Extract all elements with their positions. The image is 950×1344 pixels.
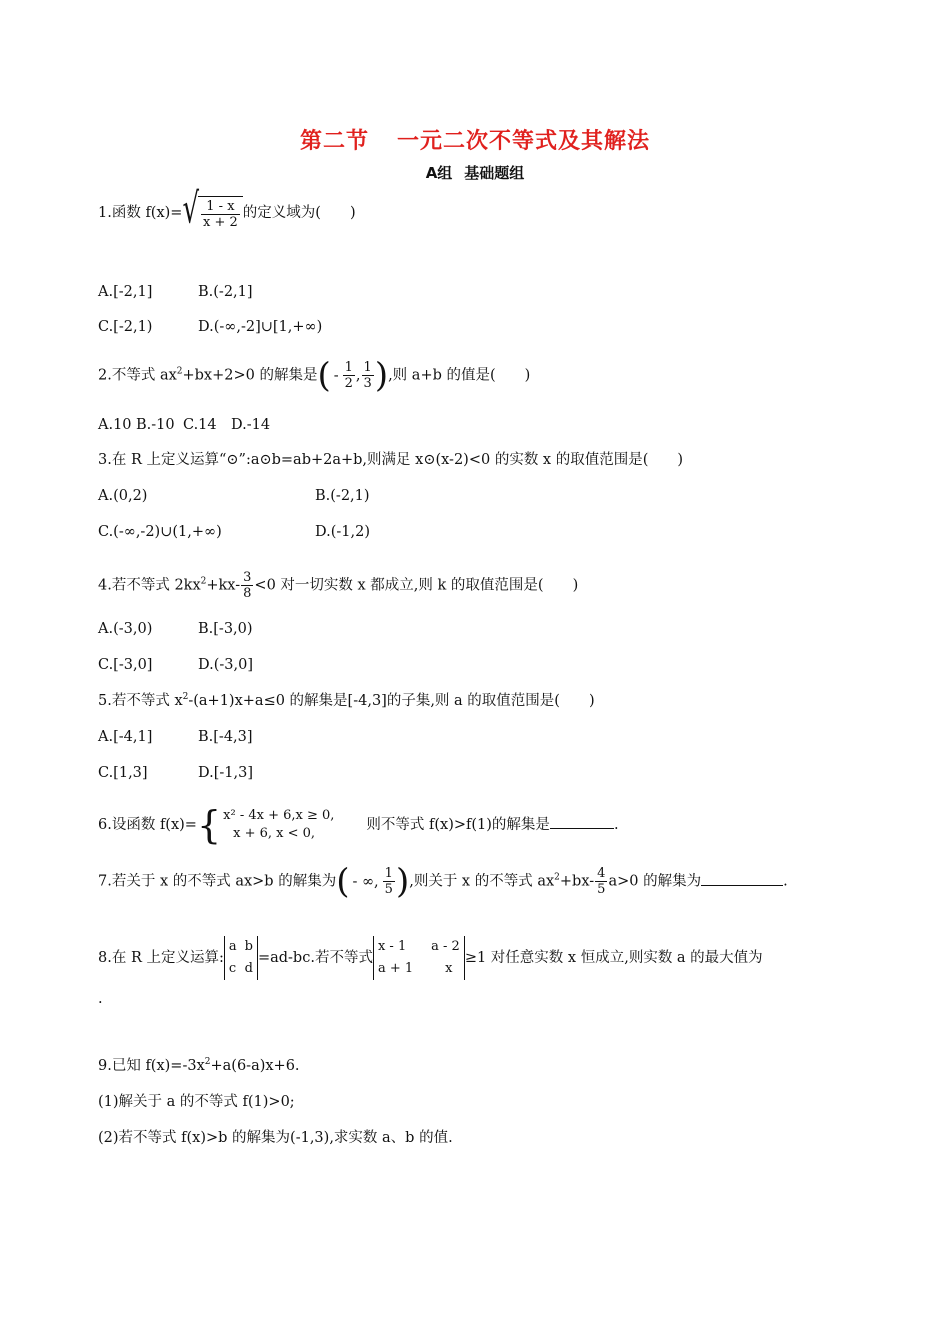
q6-answer-blank[interactable] (550, 828, 614, 829)
q1-sqrt: √ $\frac{1 - x}{x + 2}$ (182, 196, 242, 230)
q2-option-b: B.-10 (136, 417, 175, 433)
q4-option-a: A.(-3,0) (98, 621, 153, 637)
q2-f1-num: 1 (344, 360, 353, 375)
q8-determinant-def (224, 936, 258, 980)
q6-prefix: 6.设函数 f(x)= (98, 817, 197, 833)
group-label: A组 (425, 164, 453, 182)
q2-option-a: A.10 (98, 417, 132, 433)
q8-d2-x-minus-1: x - 1 (377, 939, 407, 954)
q3-options-row2 (98, 522, 370, 542)
q5-exponent: 2 (182, 692, 189, 703)
q4-options-row2 (98, 655, 253, 675)
q1-option-b: B.(-2,1] (198, 284, 253, 300)
q4-option-b: B.[-3,0) (198, 621, 253, 637)
question-3: 3.在 R 上定义运算“⊙”:a⊙b=ab+2a+b,则满足 x⊙(x-2)<0 的实数 x 的取值范围是( ) (98, 452, 684, 468)
q2-option-d: D.-14 (231, 417, 271, 433)
section-number: 第二节 (299, 129, 369, 154)
question-5 (98, 691, 595, 711)
q4-option-c: C.[-3,0] (98, 657, 153, 673)
q8-d1-c: c (228, 961, 237, 976)
q8-prefix: 8.在 R 上定义运算: (98, 950, 224, 966)
q8-d2-a-minus-2: a - 2 (431, 939, 460, 954)
q5-suffix: -(a+1)x+a≤0 的解集是[-4,3]的子集,则 a 的取值范围是( ) (188, 693, 595, 709)
q9-suffix: +a(6-a)x+6. (210, 1058, 300, 1074)
q2-minus: - (333, 367, 339, 384)
question-8 (98, 936, 763, 980)
question-9 (98, 1056, 300, 1076)
q6-case-2: x + 6, x < 0, (233, 826, 316, 841)
q4-suffix: <0 对一切实数 x 都成立,则 k 的取值范围是( ) (254, 577, 579, 594)
q2-f2-den: 3 (363, 376, 372, 391)
q5-option-b: B.[-4,3] (198, 729, 253, 745)
q2-exponent: 2 (176, 366, 183, 377)
q4-prefix: 4.若不等式 2kx (98, 577, 201, 594)
q3-option-a: A.(0,2) (98, 488, 148, 504)
q7-mid2: +bx- (559, 873, 595, 890)
q8-d1-b: b (244, 939, 253, 954)
q4-options-row1 (98, 619, 253, 639)
q3-option-b: B.(-2,1) (315, 488, 370, 504)
q1-options-row2 (98, 317, 322, 337)
q4-f-den: 8 (243, 586, 252, 601)
q7-fraction-2 (595, 866, 607, 897)
q2-f2-num: 1 (363, 360, 372, 375)
question-4 (98, 570, 578, 601)
q5-prefix: 5.若不等式 x (98, 693, 183, 709)
q5-option-c: C.[1,3] (98, 765, 148, 781)
q7-f2-den: 5 (597, 882, 606, 897)
q7-interval: - ∞, (352, 873, 379, 890)
q2-suffix: ,则 a+b 的值是( ) (388, 367, 531, 384)
q2-prefix: 2.不等式 ax (98, 367, 177, 384)
group-name: 基础题组 (464, 164, 525, 182)
q9-prefix: 9.已知 f(x)=-3x (98, 1058, 205, 1074)
question-6 (98, 803, 619, 847)
question-1 (98, 185, 356, 234)
q1-suffix: 的定义域为( ) (242, 205, 356, 221)
q7-f-den: 5 (384, 882, 393, 897)
q7-answer-blank[interactable] (701, 885, 783, 886)
q7-mid: ,则关于 x 的不等式 ax (409, 873, 555, 890)
q5-option-a: A.[-4,1] (98, 729, 153, 745)
q4-exponent: 2 (200, 576, 207, 587)
q8-end: . (98, 991, 103, 1007)
q5-option-d: D.[-1,3] (198, 765, 253, 781)
q3-options-row1 (98, 486, 370, 506)
q1-option-d: D.(-∞,-2]∪[1,+∞) (198, 319, 323, 335)
q6-suffix: 则不等式 f(x)>f(1)的解集是 (366, 817, 550, 833)
q4-f-num: 3 (243, 570, 252, 585)
q7-f-num: 1 (384, 866, 393, 881)
q2-option-c: C.14 (183, 417, 217, 433)
q1-options-row1 (98, 282, 253, 302)
q7-end: . (783, 873, 788, 890)
section-name: 一元二次不等式及其解法 (397, 129, 651, 154)
q7-fraction-1 (383, 866, 395, 897)
q1-sqrt-denominator: x + 2 (203, 215, 238, 230)
q9-exponent: 2 (204, 1057, 211, 1068)
q1-option-a: A.[-2,1] (98, 284, 153, 300)
q7-suffix: a>0 的解集为 (608, 873, 702, 890)
q2-fraction-2 (362, 360, 374, 391)
q1-option-c: C.[-2,1) (98, 319, 153, 335)
q9-part-2: (2)若不等式 f(x)>b 的解集为(-1,3),求实数 a、b 的值. (98, 1130, 453, 1146)
q2-mid: +bx+2>0 的解集是 (182, 367, 318, 384)
q2-fraction-1 (343, 360, 355, 391)
q8-d2-a-plus-1: a + 1 (377, 961, 414, 976)
q4-fraction (241, 570, 253, 601)
q8-d1-d: d (244, 961, 253, 976)
q2-comma: , (355, 367, 361, 384)
q6-piecewise: { x² - 4x + 6,x ≥ 0, x + 6, x < 0, (196, 803, 335, 847)
question-2: 2.不等式 $ax^2+bx+2>0$ 的解集是( - $\frac{1}{2}$ , $\frac{1}{3}$ ),则 a+b 的值是( ) (98, 355, 531, 396)
q1-prefix: 1.函数 f(x)= (98, 205, 183, 221)
q5-options-row1 (98, 727, 253, 747)
q8-determinant (373, 936, 465, 980)
q7-f2-num: 4 (597, 866, 606, 881)
q2-options (98, 415, 270, 435)
group-title (0, 162, 950, 183)
q1-sqrt-numerator: 1 - x (206, 199, 235, 214)
q7-exponent: 2 (554, 872, 560, 883)
q4-mid: +kx- (206, 577, 241, 594)
q3-option-c: C.(-∞,-2)∪(1,+∞) (98, 524, 222, 540)
question-7: 7.若关于 x 的不等式 ax>b 的解集为( - ∞, $\frac{1}{5}$ ),则关于 x 的不等式 $ax^2+bx-$ $\frac{4}{5}$ a>0 的解集为 . (98, 861, 788, 902)
q6-case-1: x² - 4x + 6,x ≥ 0, (223, 808, 335, 823)
q3-option-d: D.(-1,2) (315, 524, 370, 540)
q6-end: . (613, 817, 619, 833)
q8-mid: =ad-bc.若不等式 (257, 950, 373, 966)
q4-option-d: D.(-3,0] (198, 657, 253, 673)
section-title (0, 124, 950, 155)
q7-prefix: 7.若关于 x 的不等式 ax>b 的解集为 (98, 873, 337, 890)
q5-options-row2 (98, 763, 253, 783)
q8-suffix: ≥1 对任意实数 x 恒成立,则实数 a 的最大值为 (464, 950, 763, 966)
q2-f1-den: 2 (344, 376, 353, 391)
q9-part-1: (1)解关于 a 的不等式 f(1)>0; (98, 1094, 295, 1110)
q8-d2-x: x (445, 961, 453, 976)
q8-d1-a: a (228, 939, 237, 954)
